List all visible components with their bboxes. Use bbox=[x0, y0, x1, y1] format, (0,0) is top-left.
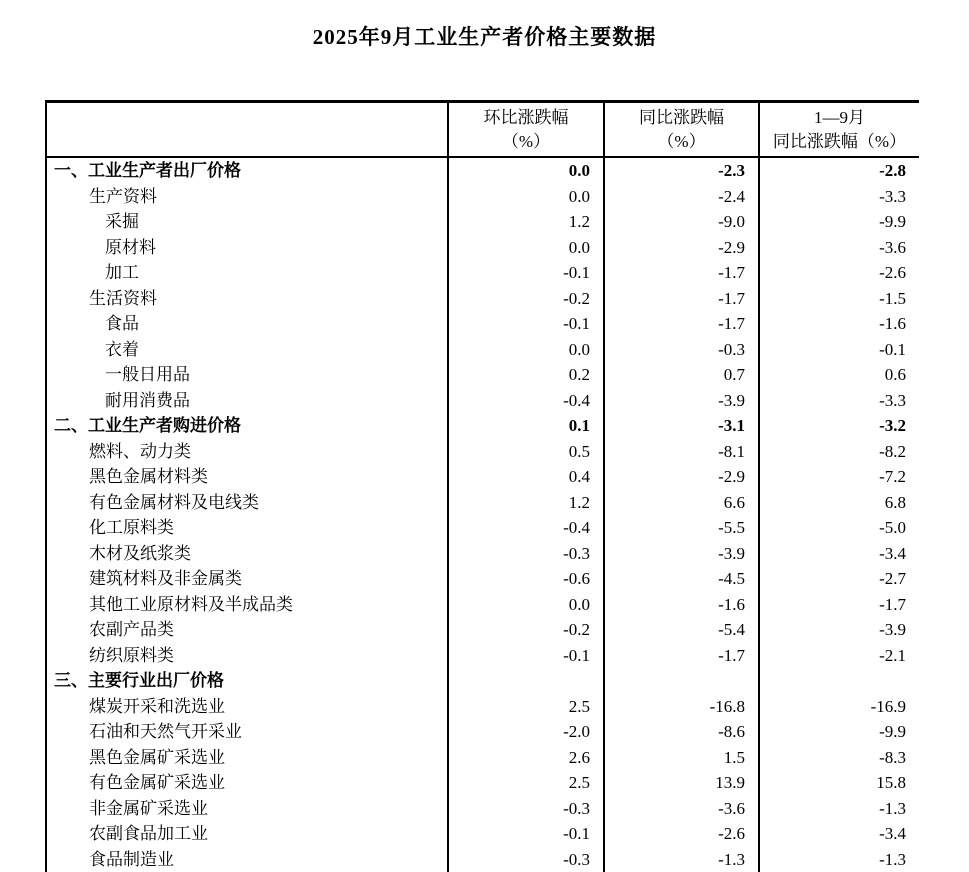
row-value-ytd: -8.2 bbox=[879, 441, 906, 461]
row-value-yoy: -1.7 bbox=[604, 311, 759, 337]
row-value-yoy bbox=[604, 668, 759, 694]
table-row bbox=[46, 719, 919, 745]
row-value-yoy: -1.7 bbox=[604, 286, 759, 312]
row-value-yoy: -2.9 bbox=[604, 235, 759, 261]
header-yoy-line1: 同比涨跌幅 bbox=[639, 108, 724, 127]
table-row bbox=[46, 643, 919, 669]
row-value-mom: -0.6 bbox=[448, 566, 604, 592]
row-value-ytd: -1.5 bbox=[879, 288, 906, 308]
row-value-yoy: -5.5 bbox=[604, 515, 759, 541]
row-value-ytd: -2.1 bbox=[879, 645, 906, 665]
table-row bbox=[46, 617, 919, 643]
row-value-yoy: -3.1 bbox=[604, 413, 759, 439]
row-label: 燃料、动力类 bbox=[46, 439, 448, 465]
row-value-mom: -0.3 bbox=[448, 847, 604, 872]
row-value-ytd: -1.3 bbox=[879, 798, 906, 818]
table-row bbox=[46, 413, 919, 439]
table-row bbox=[46, 337, 919, 363]
row-label: 加工 bbox=[46, 260, 448, 286]
header-ytd-line2: 同比涨跌幅（%） bbox=[772, 132, 907, 151]
row-value-ytd: -3.6 bbox=[879, 237, 906, 257]
row-value-ytd: 0.6 bbox=[884, 365, 906, 384]
row-value-mom: 0.1 bbox=[448, 413, 604, 439]
table-row bbox=[46, 209, 919, 235]
row-value-yoy: -9.0 bbox=[604, 209, 759, 235]
row-value-ytd: -2.6 bbox=[879, 263, 906, 282]
row-value-ytd: -7.2 bbox=[879, 467, 906, 486]
row-label: 木材及纸浆类 bbox=[46, 541, 448, 567]
row-value-ytd: -9.9 bbox=[879, 722, 906, 741]
row-value-yoy: -1.3 bbox=[604, 847, 759, 872]
row-label: 耐用消费品 bbox=[46, 388, 448, 414]
row-value-mom: 0.0 bbox=[448, 592, 604, 618]
row-value-mom: -0.1 bbox=[448, 260, 604, 286]
row-value-ytd: 6.8 bbox=[884, 492, 906, 512]
row-value-mom: 0.4 bbox=[448, 464, 604, 490]
row-value-mom: -0.1 bbox=[448, 821, 604, 847]
row-label: 食品 bbox=[46, 311, 448, 337]
table-row bbox=[46, 566, 919, 592]
table-row bbox=[46, 490, 919, 516]
row-value-mom: 2.5 bbox=[448, 694, 604, 720]
row-label: 农副食品加工业 bbox=[46, 821, 448, 847]
row-label: 一、工业生产者出厂价格 bbox=[46, 157, 448, 184]
row-value-mom: -0.3 bbox=[448, 796, 604, 822]
header-ytd-line1: 1—9月 bbox=[814, 108, 865, 127]
row-value-ytd: -9.9 bbox=[879, 212, 906, 231]
row-value-ytd: -1.7 bbox=[879, 594, 906, 614]
row-value-yoy: 6.6 bbox=[604, 490, 759, 516]
row-value-ytd: -5.0 bbox=[879, 518, 906, 537]
row-value-mom: 0.5 bbox=[448, 439, 604, 465]
table-row bbox=[46, 235, 919, 261]
row-label: 黑色金属矿采选业 bbox=[46, 745, 448, 771]
row-value-yoy: 13.9 bbox=[604, 770, 759, 796]
row-label: 纺织原料类 bbox=[46, 643, 448, 669]
row-value-yoy: -3.6 bbox=[604, 796, 759, 822]
table-row bbox=[46, 388, 919, 414]
row-value-mom: 0.0 bbox=[448, 337, 604, 363]
table-row bbox=[46, 260, 919, 286]
row-value-ytd: 15.8 bbox=[876, 773, 906, 792]
table-row bbox=[46, 439, 919, 465]
row-label: 原材料 bbox=[46, 235, 448, 261]
row-label: 二、工业生产者购进价格 bbox=[46, 413, 448, 439]
row-value-ytd: -16.9 bbox=[870, 696, 906, 716]
row-value-yoy: -4.5 bbox=[604, 566, 759, 592]
row-label: 有色金属材料及电线类 bbox=[46, 490, 448, 516]
row-value-yoy: -8.6 bbox=[604, 719, 759, 745]
row-value-ytd: -2.8 bbox=[879, 161, 906, 180]
row-value-mom: 2.6 bbox=[448, 745, 604, 771]
row-value-ytd: -3.3 bbox=[879, 186, 906, 206]
table-row bbox=[46, 770, 919, 796]
header-row bbox=[46, 102, 919, 158]
row-label: 化工原料类 bbox=[46, 515, 448, 541]
table-row bbox=[46, 311, 919, 337]
header-mom-line2: （%） bbox=[501, 132, 551, 151]
row-label: 采掘 bbox=[46, 209, 448, 235]
table-row bbox=[46, 541, 919, 567]
table-row bbox=[46, 157, 919, 184]
table-row bbox=[46, 464, 919, 490]
row-label: 食品制造业 bbox=[46, 847, 448, 872]
row-label: 一般日用品 bbox=[46, 362, 448, 388]
table-row bbox=[46, 184, 919, 210]
table-row bbox=[46, 847, 919, 872]
row-value-mom: 0.0 bbox=[448, 157, 604, 184]
row-value-ytd: -3.3 bbox=[879, 390, 906, 410]
row-value-yoy: -8.1 bbox=[604, 439, 759, 465]
table-row bbox=[46, 821, 919, 847]
row-label: 其他工业原材料及半成品类 bbox=[46, 592, 448, 618]
page-title: 2025年9月工业生产者价格主要数据 bbox=[312, 25, 657, 49]
row-value-mom bbox=[448, 668, 604, 694]
row-value-mom: 0.0 bbox=[448, 184, 604, 210]
row-label: 生活资料 bbox=[46, 286, 448, 312]
row-value-mom: -0.4 bbox=[448, 388, 604, 414]
header-cell-mom bbox=[448, 102, 604, 158]
table-row bbox=[46, 796, 919, 822]
row-value-ytd: -3.2 bbox=[879, 416, 906, 435]
row-value-mom: -0.2 bbox=[448, 286, 604, 312]
table-row bbox=[46, 694, 919, 720]
row-value-ytd: -1.3 bbox=[879, 849, 906, 869]
header-yoy-line2: （%） bbox=[657, 132, 706, 151]
row-value-mom: -0.3 bbox=[448, 541, 604, 567]
row-value-mom: -0.4 bbox=[448, 515, 604, 541]
row-value-ytd: -8.3 bbox=[879, 747, 906, 767]
row-value-ytd: -2.7 bbox=[879, 569, 906, 588]
row-value-yoy: -16.8 bbox=[604, 694, 759, 720]
header-cell-yoy bbox=[604, 102, 759, 158]
row-label: 有色金属矿采选业 bbox=[46, 770, 448, 796]
row-value-yoy: -2.3 bbox=[604, 157, 759, 184]
row-label: 衣着 bbox=[46, 337, 448, 363]
row-value-mom: -0.2 bbox=[448, 617, 604, 643]
row-value-mom: 1.2 bbox=[448, 209, 604, 235]
row-label: 黑色金属材料类 bbox=[46, 464, 448, 490]
row-value-yoy: -1.6 bbox=[604, 592, 759, 618]
table-row bbox=[46, 668, 919, 694]
header-cell-category bbox=[46, 102, 448, 158]
row-value-ytd: -3.9 bbox=[879, 620, 906, 639]
row-label: 生产资料 bbox=[46, 184, 448, 210]
row-value-mom: 0.0 bbox=[448, 235, 604, 261]
row-value-yoy: -1.7 bbox=[604, 643, 759, 669]
row-label: 建筑材料及非金属类 bbox=[46, 566, 448, 592]
table-row bbox=[46, 362, 919, 388]
row-value-mom: 2.5 bbox=[448, 770, 604, 796]
row-value-yoy: -3.9 bbox=[604, 541, 759, 567]
row-value-mom: 0.2 bbox=[448, 362, 604, 388]
row-value-yoy: -1.7 bbox=[604, 260, 759, 286]
row-value-ytd: -0.1 bbox=[879, 339, 906, 359]
price-table bbox=[45, 100, 919, 872]
row-value-yoy: 0.7 bbox=[604, 362, 759, 388]
table-row bbox=[46, 286, 919, 312]
table-body bbox=[46, 157, 919, 872]
row-label: 煤炭开采和洗选业 bbox=[46, 694, 448, 720]
table-row bbox=[46, 592, 919, 618]
row-value-yoy: -2.6 bbox=[604, 821, 759, 847]
row-value-yoy: 1.5 bbox=[604, 745, 759, 771]
row-value-ytd bbox=[759, 668, 919, 694]
row-value-ytd: -3.4 bbox=[879, 543, 906, 563]
header-mom-line1: 环比涨跌幅 bbox=[483, 108, 569, 127]
row-label: 非金属矿采选业 bbox=[46, 796, 448, 822]
table-row bbox=[46, 745, 919, 771]
row-value-mom: -0.1 bbox=[448, 643, 604, 669]
row-value-yoy: -5.4 bbox=[604, 617, 759, 643]
row-label: 石油和天然气开采业 bbox=[46, 719, 448, 745]
row-value-yoy: -2.4 bbox=[604, 184, 759, 210]
row-value-yoy: -3.9 bbox=[604, 388, 759, 414]
header-cell-ytd bbox=[759, 102, 919, 158]
row-label: 农副产品类 bbox=[46, 617, 448, 643]
row-label: 三、主要行业出厂价格 bbox=[46, 668, 448, 694]
row-value-ytd: -3.4 bbox=[879, 824, 906, 843]
table-row bbox=[46, 515, 919, 541]
row-value-yoy: -0.3 bbox=[604, 337, 759, 363]
row-value-ytd: -1.6 bbox=[879, 314, 906, 333]
row-value-yoy: -2.9 bbox=[604, 464, 759, 490]
row-value-mom: -0.1 bbox=[448, 311, 604, 337]
row-value-mom: -2.0 bbox=[448, 719, 604, 745]
row-value-mom: 1.2 bbox=[448, 490, 604, 516]
